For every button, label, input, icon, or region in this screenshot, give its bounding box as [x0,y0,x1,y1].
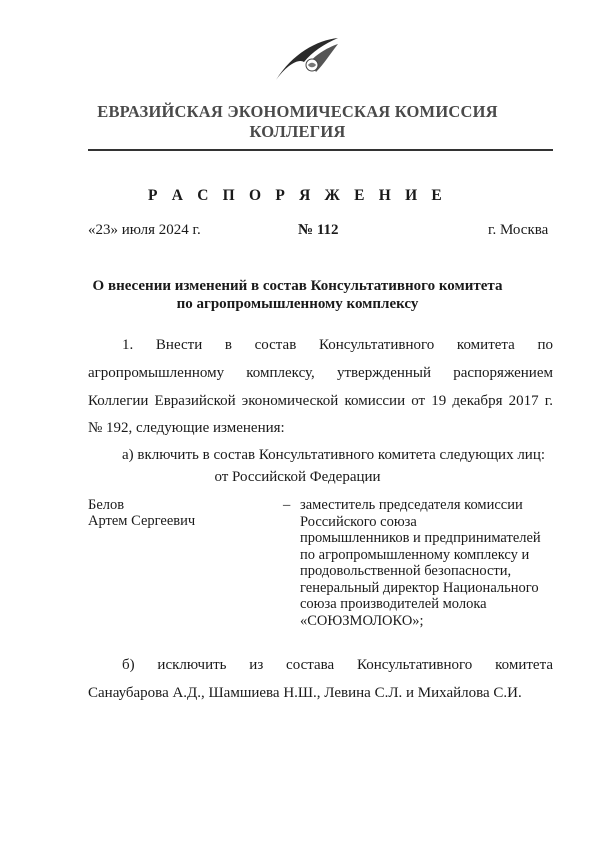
org-name: ЕВРАЗИЙСКАЯ ЭКОНОМИЧЕСКАЯ КОМИССИЯ [97,102,498,121]
document-type: Р А С П О Р Я Ж Е Н И Е [148,187,447,204]
role-line: Российского союза [300,513,417,530]
paragraph-1-line-2: агропромышленному комплексу, утвержденный распоряжением [88,365,553,381]
subitem-b-line-1: б) исключить из состава Консультативного комитета [122,657,553,673]
org-subname: КОЛЛЕГИЯ [249,122,346,141]
role-line: продовольственной безопасности, [300,563,512,579]
role-line: союза производителей молока [300,596,487,612]
person-role [300,497,562,629]
role-line: промышленников и предпринимателей [300,530,541,546]
person-name: Артем Сергеевич [88,513,196,529]
eaeu-emblem-icon [272,34,342,84]
dash-separator: – [283,497,291,513]
header-divider [88,149,553,151]
role-line: генеральный директор Национального [300,579,539,596]
role-line: по агропромышленному комплексу и [300,546,530,563]
role-line: «СОЮЗМОЛОКО»; [300,612,424,629]
paragraph-1-line-4: № 192, следующие изменения: [88,420,285,436]
person-surname: Белов [88,497,125,513]
document-title-line1: О внесении изменений в состав Консультативного комитета [92,278,503,294]
subitem-b-line-2: Санаубарова А.Д., Шамшиева Н.Ш., Левина С.Л. и Михайлова С.И. [88,685,522,701]
document-title-line2: по агропромышленному комплексу [176,296,419,312]
paragraph-1-line-3: Коллегии Евразийской экономической комиссии от 19 декабря 2017 г. [88,393,553,409]
paragraph-1-line-1: 1. Внести в состав Консультативного комитета по [122,337,553,353]
role-line: заместитель председателя комиссии [300,497,523,513]
country-heading: от Российской Федерации [214,469,381,485]
document-number: № 112 [298,222,339,238]
document-city: г. Москва [488,222,549,238]
document-date: «23» июля 2024 г. [88,222,201,238]
subitem-a: а) включить в состав Консультативного комитета следующих лиц: [122,447,546,463]
